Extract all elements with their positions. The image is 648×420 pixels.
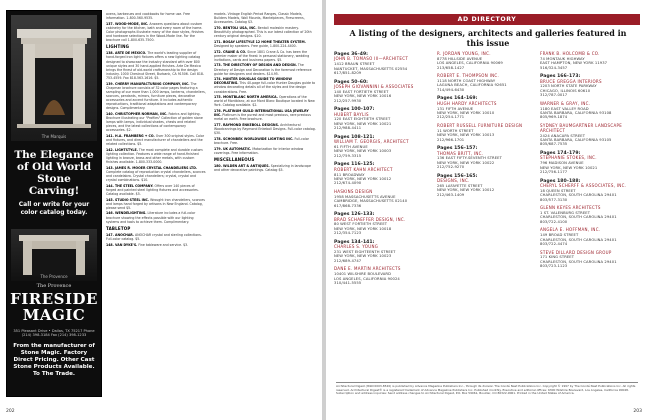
entry-pages: Pages 100–107:: [334, 107, 375, 113]
catalog-entry-text: This 40-page full-color Hunter Douglas guide to window decorating details all of the styles and the design considerations. Free.: [214, 81, 316, 94]
entry-address-line: 2424 ANACAPA STREET: [540, 133, 586, 138]
entry-firm-name: ROBERT KAHN ARCHITECT: [334, 166, 393, 172]
catalog-entry-title: 175. MONTBLANC NORTH AMERICA.: [214, 95, 278, 100]
entry-address-line: SANTA BARBARA, CALIFORNIA 93108: [540, 111, 612, 116]
entry-address-line: 265 LAFAYETTE STREET: [437, 184, 483, 189]
entry-address-line: LOS ANGELES, CALIFORNIA 90024: [334, 276, 400, 281]
catalog-entry: [106, 12, 206, 20]
entry-pages: Pages 180–188:: [540, 178, 581, 184]
entry-address-line: 1958 MASSACHUSETTS AVENUE: [334, 194, 396, 199]
directory-entry: [437, 146, 537, 169]
entry-address-line: 61 FIFTH AVENUE: [334, 145, 368, 150]
directory-entry: [540, 52, 640, 70]
entry-address-line: NEW YORK, NEW YORK 10022: [437, 160, 495, 165]
entry-firm-name: ROBERT RUSSELL FURNITURE DESIGN: [437, 123, 523, 129]
entry-pages: Pages 36–49:: [334, 52, 368, 57]
catalog-entry: [106, 243, 206, 247]
catalog-entry-text: Specializing in landscape and other decorative paintings. Catalog $5.: [214, 163, 311, 173]
entry-address-line: NEW YORK, NEW YORK 10023: [334, 254, 392, 259]
entry-address-line: NEW YORK, NEW YORK 10021: [540, 165, 598, 170]
catalog-entry-text: Full-color brochure. Free.: [214, 136, 309, 145]
entry-pages: Pages 116–125:: [334, 162, 375, 168]
catalog-entry: [106, 184, 206, 196]
entry-pages: Pages 50–60:: [334, 79, 368, 85]
catalog-entry-text: The world's leading supplier of hand-forged iron light fixtures offers a new lighting catalog designed to showcase the industry standard with over 800 unique styles and 30 hand-applied finishes. Arte De Mexico brings the finest of old-world craftsmanship to the design industry. 1000 Chestnut Street, Burbank, CA 91506. Call 818-753-4559. Fax 818-563-1616. $5.: [106, 51, 205, 80]
entry-address-line: 212/988-4411: [334, 126, 362, 131]
ad-brand-name: FIRESIDE MAGIC: [10, 290, 98, 324]
entry-address-line: 803/577-3130: [540, 197, 568, 202]
catalog-entry-text: Over 300 original styles. Color and fixtures, and direct manufacturer of chandeliers and the related collections. $5.: [106, 133, 205, 147]
entry-address-line: 714/494-6430: [437, 87, 465, 92]
entry-address-line: 811 BROADWAY: [334, 172, 365, 177]
catalog-entry-text: Fabrics and lighting. Brochure illustrating our "Profiles" Collection of golden stone lamps with lamps, individual shades, chests and related pieces, and the latest collections of contemporary accessories. $2.: [106, 111, 203, 133]
catalog-entry-title: 143. JAMES R. MOOER CRYSTAL CHANDELIERS LTD.: [106, 165, 198, 170]
catalog-entry-title: 176. PLATINUM GUILD INTERNATIONAL USA JEWELRY INC.: [214, 109, 309, 118]
directory-entry: [540, 228, 640, 246]
entry-address-line: NEW YORK, NEW YORK 10016: [334, 94, 392, 99]
catalog-entry: [214, 147, 316, 155]
directory-entry: [334, 212, 434, 235]
entry-address-line: 617/851-8209: [334, 71, 362, 76]
catalog-entry-text: The Directory of Design and Decoration is the foremost reference guide for designers and dealers. $14.95.: [214, 63, 312, 76]
entry-address-line: LOS ANGELES, CALIFORNIA 90069: [437, 61, 503, 66]
right-page: [326, 0, 648, 420]
entry-firm-name: GLENN KEYES ARCHITECTS: [540, 205, 601, 211]
entry-address-line: 149 BROAD STREET: [540, 233, 579, 238]
entry-pages: Pages 134–141:: [334, 239, 375, 245]
entry-firm-name: BRUCE GREGGA INTERIORS: [540, 78, 602, 84]
catalog-entry: [106, 198, 206, 210]
entry-pages: Pages 126–133:: [334, 212, 375, 218]
entry-address-line: 1203 NORTH STATE PARKWAY: [540, 84, 597, 89]
catalog-entry: [214, 26, 316, 38]
catalog-entry: [214, 40, 316, 48]
entry-address-line: 803/722-4100: [540, 219, 568, 224]
catalog-entry-text: Platinum is the purest and most precious, rare precious metal on earth. Free brochure.: [214, 113, 311, 122]
catalog-entry-title: 144. THE STEEL COMPANY.: [106, 183, 154, 188]
entry-address-line: 231 WEST EIGHTEENTH STREET: [334, 250, 396, 255]
catalog-entry-title: 178. SCHONBEK WORLDWIDE LIGHTING INC.: [214, 136, 294, 141]
directory-column-2: [437, 52, 537, 201]
ad-directory-banner: AD DIRECTORY: [334, 14, 640, 25]
catalog-entry-title: 140. CHRISTOPHER NORMAN, INC.: [106, 111, 168, 116]
entry-firm-name: DANE E. MARTIN ARCHITECTS: [334, 266, 401, 272]
directory-entry: [334, 80, 434, 103]
entry-address-line: CHICAGO, ILLINOIS 60610: [540, 88, 591, 93]
entry-address-line: 212/257-9930: [334, 98, 362, 103]
catalog-entry-title: 139. CHERRY MANUFACTURING COMPANY, INC.: [106, 81, 190, 86]
entry-address-line: 617/868-7336: [334, 203, 362, 208]
catalog-entry: [214, 95, 316, 107]
fireplace-illustration: [11, 15, 97, 141]
catalog-entry: [106, 148, 206, 164]
directory-entry: [540, 206, 640, 224]
page-number-left: 202: [6, 409, 15, 414]
ad-brand-small: The Provence: [36, 283, 72, 289]
entry-firm-name: ANGELA E. HOFFMAN, INC.: [540, 227, 601, 233]
catalog-entry: [106, 82, 206, 111]
entry-address-line: 74 MONTAUK HIGHWAY: [540, 56, 585, 61]
entry-address-line: 803/723-1123: [540, 264, 568, 269]
catalog-entry-text: Wrought iron chandeliers, sconces and lamps hand forged by artisans in New England. Catalog, please send $5.: [106, 197, 205, 210]
ad-provence-photo: [11, 229, 97, 281]
entry-address-line: 312/787-0017: [540, 93, 568, 98]
catalog-entry: [214, 137, 316, 145]
entry-address-line: 310/441-5555: [334, 281, 362, 286]
catalog-entry-title: 148. VAN DYKE'S.: [106, 242, 138, 247]
catalog-entry: [214, 109, 316, 121]
catalog-entry-title: 174. HUNTER DOUGLAS GUIDE TO WINDOW DECORATING.: [214, 77, 292, 86]
catalog-entry-title: 142. LIGHTSTYLE.: [106, 147, 138, 152]
entry-address-line: CHARLESTON, SOUTH CAROLINA 29401: [540, 193, 617, 198]
catalog-entry-text: Literature includes a full-color brochure showing the effects possible with our lighting systems and tools to achieve them. Complimentary.: [106, 211, 196, 224]
entry-address-line: LAGUNA BEACH, CALIFORNIA 92651: [437, 83, 507, 88]
catalog-entry-text: ovens, barbecues and cookbooks for home use. Free information. 1-800-560-9535.: [106, 12, 191, 21]
entry-address-line: CHARLESTON, SOUTH CAROLINA 29401: [540, 259, 617, 264]
entry-firm-name: JOHN B. TOMASO III—ARCHITECT: [334, 56, 409, 62]
directory-column-3: [540, 52, 640, 273]
directory-entry: [334, 107, 434, 130]
text-column-b: [214, 12, 316, 174]
directory-heading: A listing of the designers, architects and galleries featured in this issue: [349, 28, 627, 48]
entry-address-line: NEW YORK, NEW YORK 10013: [437, 133, 495, 138]
entry-address-line: CHARLESTON, SOUTH CAROLINA 29401: [540, 237, 617, 242]
ad-tagline: From the manufacturer of Stone Magic. Factory Direct Pricing. Other Cast Stone Products Available. To The Trade.: [13, 343, 95, 377]
directory-entry: [334, 135, 434, 158]
directory-entry: [334, 240, 434, 263]
entry-address-line: CHARLESTON, SOUTH CAROLINA 29401: [540, 215, 617, 220]
catalog-entry-text: The Chapman brochure consists of 32 color pages featuring a sampling of our more than 1,000 lamps, lanterns, chandeliers, sconces, pendants, mirrors, furniture pieces, decorative accessories and accent furniture. It includes authentic reproductions, traditional adaptations and contemporary designs. Complimentary.: [106, 81, 206, 111]
catalog-entry: [214, 164, 316, 172]
entry-firm-name: JOSEPH GIOVANNINI & ASSOCIATES: [334, 84, 414, 90]
entry-firm-name: DESIGNS, INC.: [437, 178, 470, 184]
ad-headline: The Elegance of Old World Stone Carving!: [14, 149, 94, 197]
entry-address-line: 212/752-9270: [437, 165, 465, 170]
directory-entry: [437, 124, 537, 142]
directory-entry: [540, 151, 640, 174]
catalog-entry-title: 170. BENTOLI USA, INC.: [214, 25, 257, 30]
entry-firm-name: HASKINS DESIGN: [334, 189, 373, 195]
catalog-entry-text: Offers over 140 pieces of forged and painted steel lighting fixtures and accessories. Catalog available. $5.: [106, 183, 199, 196]
catalog-entry-title: 146. WENDELIGHTING.: [106, 211, 147, 216]
entry-firm-name: CHARLES S. YOUNG: [334, 244, 379, 250]
page-number-right: 203: [633, 409, 642, 414]
directory-entry: [437, 52, 537, 70]
publisher-footnote: Architectural Digest (ISSN 0003-8520) is published by Advance Magazine Publishers Inc., through its division The Condé Nast Publications Inc. Copyright © 1997 by The Condé Nast Publications Inc. All rights reserved. Architectural Digest® is a registered trademark of Advance Magazine Publishers Inc. Published monthly. Executive and editorial offices: 6300 Wilshire Boulevard, Los Angeles, California 90048. Subscription and address inquiries: Send address changes to Architectural Digest, P.O. Box 59061, Boulder, CO 80322-9061. Printed in the United States of America.: [336, 382, 638, 396]
directory-entry: [437, 74, 537, 92]
catalog-entry-title: 180. WILDEN ART & ANTIQUES.: [214, 163, 270, 168]
directory-entry: [334, 52, 434, 75]
directory-entry: [540, 124, 640, 147]
catalog-entry: [214, 12, 316, 24]
entry-address-line: 1 ST. VALENBURG STREET: [540, 211, 591, 216]
entry-pages: Pages 156–165:: [437, 173, 478, 179]
entry-firm-name: WILLIAM T. GEORGIS, ARCHITECT: [334, 139, 409, 145]
ad-subline: Call or write for your color catalog today.: [18, 201, 90, 216]
entry-firm-name: SYDNEY BAUMGARTNER LANDSCAPE ARCHITECT: [540, 123, 623, 133]
catalog-entry-title: 173. THE DIRECTORY OF DESIGN AND DESIGN.: [214, 63, 297, 68]
entry-address-line: 212/966-1701: [437, 137, 465, 142]
entry-address-line: 136 EAST FIFTY-SEVENTH STREET: [437, 156, 502, 161]
directory-entry: [334, 162, 434, 185]
entry-firm-name: ROBERT E. THOMPSON INC.: [437, 73, 500, 79]
text-column-a: [106, 12, 206, 248]
catalog-entry-title: 172. CRANE & CO.: [214, 49, 247, 54]
entry-address-line: 10401 WILSHIRE BOULEVARD: [334, 272, 392, 277]
entry-address-line: 120 EAST EIGHTIETH STREET: [334, 117, 391, 122]
catalog-entry: [214, 77, 316, 93]
entry-address-line: 140 EAST FORTIETH STREET: [334, 89, 389, 94]
entry-address-line: 18 QUEEN STREET: [540, 188, 576, 193]
entry-address-line: 1180 EAST VALLEY ROAD: [540, 106, 589, 111]
entry-address-line: NEW YORK, NEW YORK 10003: [334, 149, 392, 154]
entry-firm-name: FRANK B. HOLCOMB & CO.: [540, 51, 600, 56]
entry-firm-name: HUBERT BAYLIS: [334, 111, 369, 117]
left-page: [0, 0, 322, 420]
entry-address-line: 803/722-4474: [540, 242, 568, 247]
directory-entry: [540, 251, 640, 269]
entry-address-line: 516/324-3457: [540, 65, 568, 70]
entry-address-line: 212/674-4090: [334, 181, 362, 186]
catalog-entry: [106, 134, 206, 146]
catalog-entry-text: Bentoli moleskin mastery. Beautifully photographed. This is our latest collection of 20th century original designs. $10.: [214, 25, 312, 39]
section-heading: MISCELLANEOUS: [214, 156, 255, 162]
catalog-entry-title: 177. RAYMOND ENKEBOLL DESIGNS.: [214, 123, 280, 127]
entry-firm-name: CHERYL SCHERFF & ASSOCIATES, INC.: [540, 183, 627, 189]
catalog-entry-title: 145. STUDIO STEEL INC.: [106, 197, 150, 202]
directory-entry: [334, 267, 434, 285]
entry-pages: Pages 166–173:: [540, 74, 581, 80]
entry-address-line: 212/254-1771: [437, 115, 465, 120]
catalog-entry-title: 138. ARTE DE MEXICO.: [106, 51, 147, 56]
entry-address-line: EAST HAMPTON, NEW YORK 11937: [540, 61, 608, 66]
catalog-entry-text: Motorization for interior window coverings. Free information.: [214, 146, 304, 155]
entry-firm-name: WARNER & GRAY, INC.: [540, 100, 591, 106]
entry-address-line: 212/354-7123: [334, 231, 362, 236]
entry-address-line: 11 WORTH STREET: [437, 128, 474, 133]
entry-address-line: NEW YORK, NEW YORK 10012: [437, 188, 495, 193]
entry-address-line: 212/759-3315: [334, 153, 362, 158]
ad-address: 351 Pleasant Drive • Dallas, TX 75217 Phone (214) 398-3184 Fax (214) 398-1233: [13, 329, 95, 338]
directory-entry: [334, 190, 434, 208]
catalog-entry-text: Architectural Woodcarvings by Raymond Enkeboll Designs. Full-color catalog. $30.: [214, 123, 316, 136]
ad-caption-mid: The Provence: [40, 274, 68, 279]
entry-address-line: 171 KING STREET: [540, 255, 575, 260]
catalog-entry-title: 171. BOSAY LIFESTYLE 12 HOME THEATER SYSTEM.: [214, 39, 306, 44]
directory-entry: [437, 174, 537, 197]
entry-pages: Pages 174–179:: [540, 151, 581, 157]
catalog-entry: [106, 211, 206, 223]
entry-address-line: 213/658-1427: [437, 65, 465, 70]
entry-address-line: 1118 NORTH COAST HIGHWAY: [437, 79, 496, 83]
entry-address-line: 1412 BRAUN STREET: [334, 62, 375, 67]
catalog-entry: [214, 123, 316, 135]
catalog-entry: [106, 22, 206, 42]
directory-entry: [540, 74, 640, 97]
catalog-entry-text: Designed by speakers. Free guide, 1-800-224-4400.: [214, 43, 297, 48]
entry-pages: Pages 164–169:: [437, 96, 478, 102]
catalog-entry-text: Fine tableware and service. $3.: [138, 242, 189, 247]
entry-address-line: NEW YORK, NEW YORK 10018: [334, 226, 392, 231]
entry-firm-name: STEPHANIE STOKES, INC.: [540, 155, 597, 161]
catalog-entry-title: 141. H.A. FRAMBERG + CO.: [106, 133, 155, 138]
entry-address-line: 212/689-4747: [334, 258, 362, 263]
catalog-entry: [106, 112, 206, 132]
ad-caption-top: The Marquis: [41, 134, 67, 139]
section-heading: LIGHTING: [106, 44, 130, 50]
entry-firm-name: R. JORDAN YOUNG, INC.: [437, 51, 491, 56]
entry-address-line: 805/969-1874: [540, 115, 568, 120]
catalog-entry: [214, 50, 316, 62]
entry-pages: Pages 108–121:: [334, 134, 375, 140]
entry-firm-name: THOMAS BRITT, INC.: [437, 150, 484, 156]
entry-address-line: 212/756-1177: [540, 170, 568, 175]
entry-address-line: NANTUCKET, MASSACHUSETTS 02554: [334, 66, 408, 71]
catalog-entry-text: Answers questions about custom cabinetry for the kitchen, bath and every room of the home. Color photographs illustrate many of the door styles, finishes and hardware selections in the Wood-Mode line. For the brochure call 1-800-635-7500.: [106, 21, 204, 43]
directory-entry: [540, 102, 640, 120]
entry-firm-name: HUGH HARDY ARCHITECTS: [437, 100, 497, 106]
catalog-entry-text: Complete catalog of reproduction crystal chandeliers, sconces and candelabra. Crystal chandeliers; crystal, crystal and crystal combinations. $10.: [106, 169, 206, 183]
fireside-magic-ad[interactable]: [6, 10, 102, 397]
directory-column-1: [334, 52, 434, 290]
catalog-entry-text: Since 1801 Crane & Co. has been the premier maker of the finest in personal stationery, wedding invitations, cards and business papers. $5.: [214, 49, 310, 62]
entry-address-line: 80 WEST FORTIETH STREET: [334, 222, 388, 227]
entry-address-line: CAMBRIDGE, MASSACHUSETTS 02140: [334, 199, 408, 204]
catalog-entry: [106, 233, 206, 241]
entry-address-line: NEW YORK, NEW YORK 10010: [437, 111, 495, 116]
catalog-entry-title: 179. UK AUTOMATIC.: [214, 146, 252, 151]
catalog-entry: [106, 51, 206, 80]
entry-address-line: 805/687-7535: [540, 142, 568, 147]
entry-firm-name: STEVE DILLARD DESIGN GROUP: [540, 249, 612, 255]
catalog-entry: [214, 63, 316, 75]
entry-firm-name: BRAD SCHAEFFER DESIGN, INC.: [334, 216, 406, 222]
catalog-entry-text: Operations of the world of Montblanc, at our Mont Blanc Boutique located in New York. Catalog available. $2.: [214, 95, 315, 108]
section-heading: TABLETOP: [106, 225, 131, 231]
directory-columns: [334, 52, 640, 370]
entry-address-line: 212/463-1409: [437, 192, 465, 197]
entry-address-line: SANTA BARBARA, CALIFORNIA 93105: [540, 138, 612, 143]
catalog-entry: [106, 166, 206, 182]
entry-pages: Pages 156–157:: [437, 146, 478, 152]
directory-entry: [540, 179, 640, 202]
ad-fireplace-photo: [11, 15, 97, 141]
directory-entry: [437, 96, 537, 119]
catalog-entry-title: 137. WOOD-MODE, INC.: [106, 21, 149, 26]
entry-address-line: NEW YORK, NEW YORK 10012: [334, 177, 392, 182]
catalog-entry-text: ANOCHAR crystal and sterling collections. Full-color catalog. $5.: [106, 232, 202, 241]
catalog-entry-text: The most complete and durable custom lighting collection. Features a wide range of hand-finished lighting in bronze, brass and other metals, with custom finishes available. 1-800-333-0000.: [106, 147, 203, 165]
entry-address-line: 131 FIFTH AVENUE: [437, 106, 474, 111]
catalog-entry-text: models. Vintage English Period Ranges, Classic Models, Builders Models, Wall Mounts, Mantelpieces, Firescreens, Accessories. Catalog $3.: [214, 12, 305, 25]
catalog-entry-title: 147. ANOCHAR.: [106, 232, 135, 237]
entry-address-line: 8778 HILLSIDE AVENUE: [437, 56, 483, 61]
entry-address-line: NEW YORK, NEW YORK 10021: [334, 121, 392, 126]
entry-address-line: 796 MADISON AVENUE: [540, 161, 584, 166]
